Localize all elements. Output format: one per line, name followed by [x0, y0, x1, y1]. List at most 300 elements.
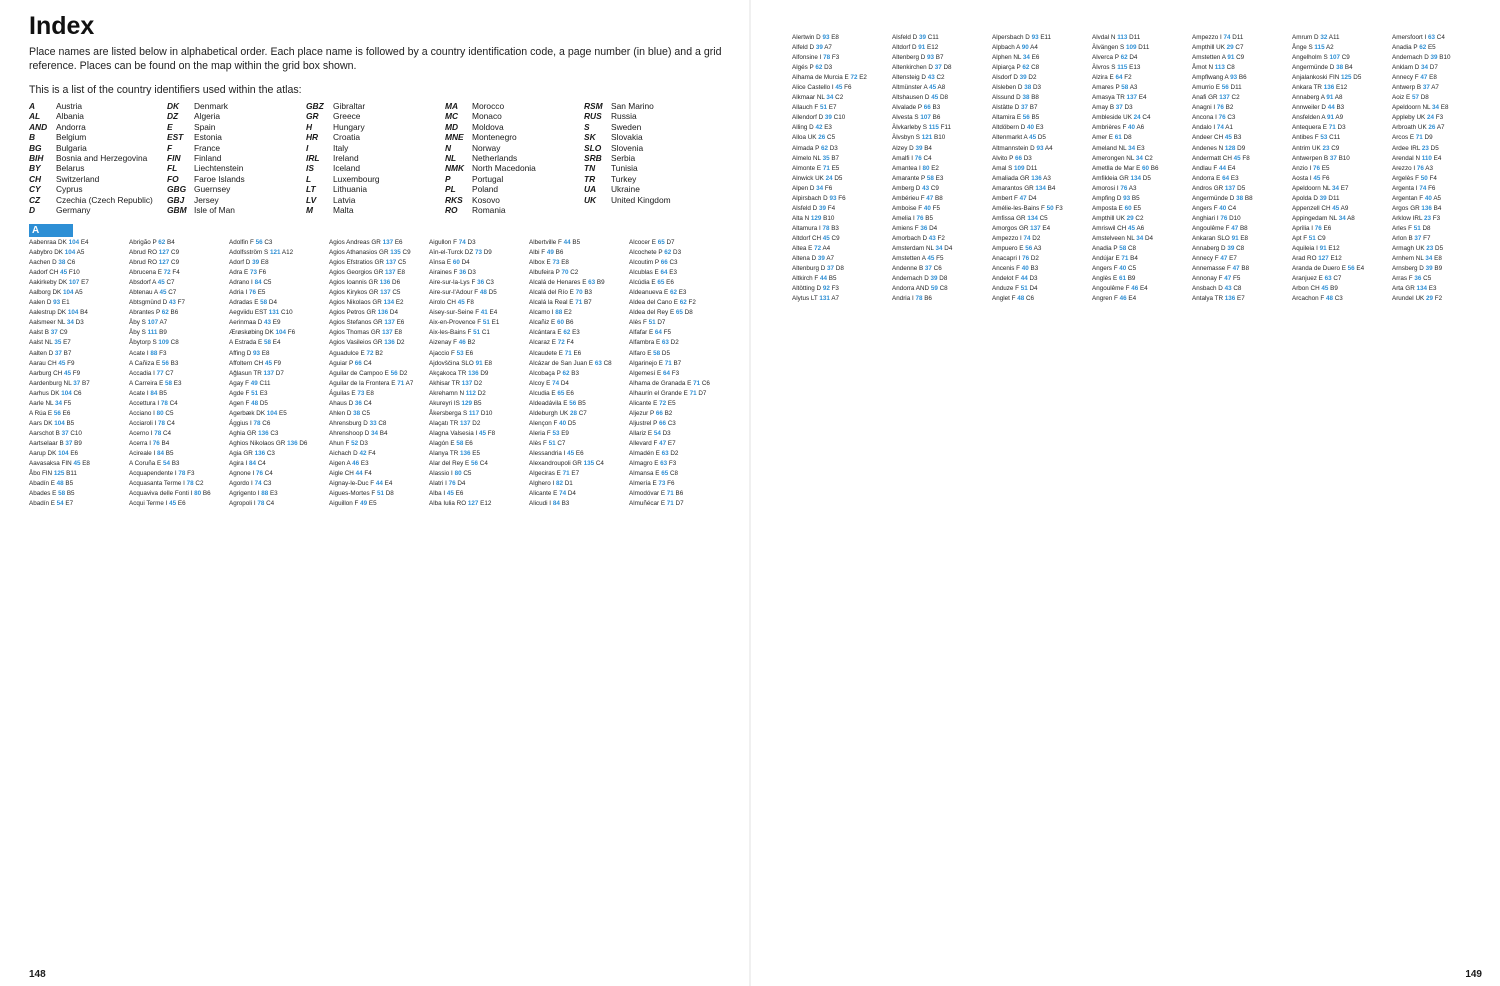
- page-ref: 23: [1426, 244, 1434, 252]
- grid-ref: B6: [1237, 74, 1247, 82]
- country-code: F: [167, 142, 173, 153]
- index-entry: [529, 499, 613, 509]
- place-name: Abadín E: [29, 480, 57, 488]
- grid-ref: F6: [1426, 184, 1436, 192]
- place-name: Akhisar TR: [429, 379, 462, 387]
- page-ref: 72: [850, 74, 858, 82]
- country-code: GBM: [167, 204, 187, 215]
- page-ref: 46: [458, 339, 466, 347]
- grid-ref: E3: [822, 124, 832, 132]
- place-name: Algeciras E: [529, 470, 563, 478]
- grid-ref: E6: [564, 389, 574, 397]
- grid-ref: D6: [390, 279, 401, 287]
- place-name: Alsfeld D: [892, 34, 919, 41]
- place-name: Antequera E: [1292, 124, 1329, 132]
- index-entry: [629, 419, 713, 429]
- grid-ref: D4: [1143, 234, 1154, 242]
- place-name: Albox E: [529, 259, 553, 267]
- index-entry: [1392, 113, 1476, 123]
- page-ref: 38: [58, 259, 66, 267]
- country-name: Latvia: [333, 194, 356, 205]
- index-entry: [892, 63, 976, 73]
- index-entry: [629, 268, 713, 278]
- place-name: Alsleben D: [992, 84, 1025, 92]
- grid-ref: F7: [1421, 234, 1431, 242]
- index-entry: [892, 83, 976, 93]
- index-entry: [29, 419, 113, 429]
- grid-ref: F4: [564, 339, 574, 347]
- page-ref: 91: [1231, 234, 1239, 242]
- grid-ref: A1: [1223, 124, 1233, 132]
- grid-ref: D2: [668, 449, 679, 457]
- place-name: Alcalá de Henares E: [529, 279, 589, 287]
- place-name: Annaberg D: [1192, 244, 1228, 252]
- grid-ref: E4: [1040, 224, 1051, 232]
- place-name: Alcalá la Real E: [529, 299, 576, 307]
- place-name: Argenta I: [1392, 184, 1420, 192]
- place-name: Älvkarleby S: [892, 124, 929, 132]
- index-entry: [129, 258, 213, 268]
- place-name: Agios Thomas GR: [329, 329, 383, 337]
- place-name: Amurrio E: [1192, 84, 1222, 92]
- index-entry: [792, 113, 876, 123]
- place-name: Alba I: [429, 490, 447, 498]
- country-code-row: [445, 174, 536, 184]
- place-name: Algarinejo E: [629, 359, 665, 367]
- grid-ref: A2: [1324, 44, 1334, 52]
- page-ref: 72: [557, 339, 565, 347]
- index-entry: [1292, 294, 1376, 304]
- country-code-row: [584, 111, 671, 121]
- place-name: Amstelveen NL: [1092, 234, 1137, 242]
- grid-ref: E3: [258, 389, 268, 397]
- place-name: Alicante E: [629, 399, 660, 407]
- index-entry: [29, 338, 113, 348]
- index-entry: [1192, 83, 1276, 93]
- place-name: Älvängen S: [1092, 44, 1126, 52]
- index-entry: [129, 489, 213, 499]
- index-entry: [792, 33, 876, 43]
- place-name: Anadia P: [1092, 244, 1120, 252]
- page-ref: 74: [1419, 184, 1427, 192]
- index-entry: [629, 318, 713, 328]
- place-name: Accadia I: [129, 369, 157, 377]
- index-entry: [1392, 204, 1476, 214]
- index-entry: [1292, 93, 1376, 103]
- page-ref: 56: [161, 359, 169, 367]
- place-name: Alcoutim P: [629, 259, 661, 267]
- index-entry: [29, 308, 113, 318]
- index-entry: [1292, 154, 1376, 164]
- place-name: Abrigão P: [129, 239, 159, 246]
- page-ref: 56: [1221, 84, 1229, 92]
- country-code-row: [584, 195, 671, 205]
- grid-ref: D3: [1027, 275, 1038, 283]
- page-ref: 91: [1227, 54, 1235, 62]
- index-entry: [429, 399, 513, 409]
- country-code: N: [445, 142, 452, 153]
- place-name: Agios Efstratios GR: [329, 259, 386, 267]
- page-ref: 43: [927, 74, 935, 82]
- grid-ref: F11: [938, 124, 952, 132]
- index-entry: [429, 298, 513, 308]
- place-name: Ambert F: [992, 194, 1020, 202]
- index-entry: [892, 244, 976, 254]
- index-entry: [792, 73, 876, 83]
- place-name: Alpiarça P: [992, 64, 1023, 72]
- place-name: Altkirch F: [792, 275, 820, 283]
- index-entry: [29, 469, 113, 479]
- index-entry: [329, 399, 413, 409]
- index-entry: [892, 184, 976, 194]
- place-name: Algés P: [792, 64, 816, 72]
- page-ref: 66: [655, 409, 663, 417]
- index-entry: [992, 174, 1076, 184]
- place-name: Amberg D: [892, 184, 923, 192]
- index-entry: [29, 318, 113, 328]
- index-entry: [529, 349, 613, 359]
- grid-ref: E8: [260, 349, 270, 357]
- grid-ref: E3: [1229, 174, 1239, 182]
- page-ref: 58: [264, 339, 272, 347]
- page-ref: 63: [594, 359, 602, 367]
- grid-ref: E6: [393, 239, 403, 246]
- place-name: Andelot F: [992, 275, 1021, 283]
- country-code-row: [29, 195, 153, 205]
- index-entry: [792, 83, 876, 93]
- page-ref: 45: [1321, 285, 1329, 293]
- page-ref: 39: [818, 204, 826, 212]
- page-ref: 107: [68, 279, 80, 287]
- page-ref: 28: [569, 409, 577, 417]
- grid-ref: D7: [696, 389, 707, 397]
- place-name: Alcañiz E: [529, 319, 557, 327]
- page-ref: 39: [815, 44, 823, 52]
- grid-ref: F2: [686, 299, 696, 307]
- index-entry: [329, 318, 413, 328]
- place-name: Anacapri I: [992, 255, 1023, 263]
- place-name: Amrum D: [1292, 34, 1321, 41]
- grid-ref: B2: [465, 339, 476, 347]
- page-ref: 40: [1119, 265, 1127, 273]
- grid-ref: C4: [361, 359, 372, 367]
- page-ref: 51: [482, 319, 490, 327]
- page-ref: 74: [1216, 124, 1224, 132]
- page-ref: 45: [822, 234, 830, 242]
- place-name: Andeer CH: [1192, 134, 1225, 142]
- country-code: E: [167, 121, 173, 132]
- country-name: Cyprus: [56, 184, 83, 195]
- place-name: Älvros S: [1092, 64, 1118, 72]
- index-entry: [129, 399, 213, 409]
- place-name: Ahrensburg D: [329, 419, 370, 427]
- grid-ref: D4: [459, 259, 470, 267]
- index-entry: [1392, 154, 1476, 164]
- grid-ref: D6: [297, 439, 308, 447]
- page-ref: 56: [1022, 114, 1030, 122]
- grid-ref: C9: [1234, 54, 1245, 62]
- page-ref: 42: [359, 449, 367, 457]
- place-name: Ahrenshoop D: [329, 429, 372, 437]
- index-entry: [1092, 144, 1176, 154]
- index-entry: [229, 419, 313, 429]
- index-entry: [1192, 274, 1276, 284]
- country-identifiers-intro: This is a list of the country identifiers used within the atlas:: [29, 84, 302, 96]
- country-code-column: [306, 101, 380, 215]
- index-entry: [129, 479, 213, 489]
- page-ref: 44: [1020, 275, 1028, 283]
- index-entry: [1292, 194, 1376, 204]
- place-name: Aire-sur-la-Lys F: [429, 279, 478, 287]
- index-entry: [229, 338, 313, 348]
- index-entry: [429, 459, 513, 469]
- place-name: Almelo NL: [792, 154, 823, 162]
- place-name: Åby S: [129, 319, 148, 327]
- place-name: Amposta E: [1092, 204, 1125, 212]
- grid-ref: B5: [64, 419, 75, 427]
- grid-ref: E4: [79, 239, 89, 246]
- page-ref: 49: [250, 379, 258, 387]
- place-name: Aalestrup DK: [29, 309, 68, 317]
- country-code-row: [306, 153, 380, 163]
- index-entry: [1392, 53, 1476, 63]
- country-code-row: [167, 205, 245, 215]
- grid-ref: B3: [1231, 134, 1242, 142]
- grid-ref: D4: [1026, 194, 1037, 202]
- index-entry: [892, 214, 976, 224]
- page-ref: 47: [1231, 224, 1239, 232]
- country-name: Norway: [472, 142, 501, 153]
- grid-ref: E3: [268, 490, 278, 498]
- index-columns-right: [792, 33, 1492, 969]
- country-code: S: [584, 121, 590, 132]
- grid-ref: D8: [1418, 94, 1429, 102]
- page-ref: 80: [194, 490, 202, 498]
- place-name: Agios Stefanos GR: [329, 319, 385, 327]
- index-entry: [329, 298, 413, 308]
- place-name: Älvsbyn S: [892, 134, 922, 142]
- country-name: France: [194, 142, 221, 153]
- grid-ref: E9: [271, 319, 281, 327]
- place-name: Antwerpen B: [1292, 154, 1330, 162]
- index-entry: [629, 308, 713, 318]
- grid-ref: C5: [360, 409, 370, 417]
- page-ref: 84: [157, 449, 165, 457]
- page-ref: 61: [1118, 275, 1126, 283]
- place-name: Andenne B: [892, 265, 925, 273]
- country-name: Tunisia: [611, 163, 638, 174]
- country-name: North Macedonia: [472, 163, 536, 174]
- grid-ref: D5: [1428, 144, 1439, 152]
- index-entry: [329, 429, 413, 439]
- place-name: Aartselaar B: [29, 439, 66, 447]
- grid-ref: A8: [936, 84, 946, 92]
- index-entry: [992, 264, 1076, 274]
- index-entry: [529, 268, 613, 278]
- place-name: Alar del Rey E: [429, 460, 471, 468]
- grid-ref: C9: [169, 249, 180, 257]
- place-name: Almansa E: [629, 470, 662, 478]
- grid-ref: B9: [1432, 265, 1443, 273]
- grid-ref: C4: [167, 399, 178, 407]
- grid-ref: C8: [668, 470, 679, 478]
- index-entry: [1392, 123, 1476, 133]
- place-name: A Carreira E: [129, 379, 166, 387]
- place-name: Andújar E: [1092, 255, 1122, 263]
- grid-ref: F2: [1432, 295, 1443, 303]
- page-ref: 47: [1420, 74, 1428, 82]
- grid-ref: D11: [1228, 84, 1242, 92]
- place-name: Alcamo I: [529, 309, 556, 317]
- grid-ref: D5: [1141, 174, 1151, 182]
- place-name: Åby S: [129, 329, 148, 337]
- country-code-column: [445, 101, 536, 215]
- page-ref: 93: [829, 194, 837, 202]
- country-code-row: [167, 132, 245, 142]
- index-entry: [29, 459, 113, 469]
- page-ref: 51: [1020, 285, 1028, 293]
- place-name: Alexandroupoli GR: [529, 460, 584, 468]
- index-entry: [329, 439, 413, 449]
- place-name: Aguadulce E: [329, 349, 367, 357]
- page-ref: 78: [257, 500, 265, 508]
- grid-ref: C7: [1331, 275, 1342, 283]
- place-name: Aix-en-Provence F: [429, 319, 483, 327]
- page-ref: 121: [921, 134, 933, 142]
- index-entry: [1092, 83, 1176, 93]
- place-name: Arta GR: [1392, 285, 1417, 293]
- place-name: Alphen NL: [992, 54, 1023, 62]
- index-entry: [992, 184, 1076, 194]
- page-ref: 44: [1327, 104, 1335, 112]
- place-name: Altenkirchen D: [892, 64, 935, 72]
- place-name: Alertwin D: [792, 34, 823, 41]
- place-name: Amalfi I: [892, 154, 915, 162]
- index-entry: [1192, 254, 1276, 264]
- grid-ref: C2: [1133, 214, 1144, 222]
- page-ref: 62: [664, 249, 672, 257]
- index-entry: [1192, 294, 1276, 304]
- grid-ref: C6: [1024, 295, 1035, 303]
- page-ref: 53: [456, 349, 464, 357]
- country-code-row: [167, 101, 245, 111]
- index-entry: [1292, 144, 1376, 154]
- index-entry: [129, 359, 213, 369]
- page-ref: 71: [666, 500, 674, 508]
- place-name: Abtsgmünd D: [129, 299, 169, 307]
- index-entry: [529, 489, 613, 499]
- country-name: Slovenia: [611, 142, 644, 153]
- grid-ref: C8: [1231, 285, 1242, 293]
- page-ref: 39: [1019, 74, 1027, 82]
- place-name: Agios Andreas GR: [329, 239, 383, 246]
- place-name: Airaines F: [429, 269, 460, 277]
- index-entry: [129, 278, 213, 288]
- page-ref: 137: [1224, 184, 1236, 192]
- place-name: Almonte E: [792, 164, 823, 172]
- grid-ref: C4: [255, 460, 266, 468]
- place-name: Agios Petros GR: [329, 309, 378, 317]
- place-name: Alnwick UK: [792, 174, 826, 182]
- grid-ref: E6: [1029, 54, 1040, 62]
- grid-ref: D7: [673, 500, 684, 508]
- place-name: Åmot N: [1192, 64, 1215, 72]
- index-entry: [329, 359, 413, 369]
- country-code-row: [445, 132, 536, 142]
- grid-ref: C4: [594, 460, 604, 468]
- page-ref: 62: [1022, 64, 1030, 72]
- grid-ref: D5: [1235, 184, 1246, 192]
- country-code: TN: [584, 163, 596, 174]
- index-entry: [792, 93, 876, 103]
- index-entry: [629, 469, 713, 479]
- grid-ref: A6: [1135, 224, 1145, 232]
- page-ref: 76: [1022, 255, 1030, 263]
- page-ref: 45: [1313, 174, 1321, 182]
- place-name: Aguilar de Campoo E: [329, 369, 391, 377]
- country-name: Croatia: [333, 132, 360, 143]
- page-ref: 45: [159, 289, 167, 297]
- grid-ref: E3: [1135, 144, 1145, 152]
- grid-ref: E12: [478, 500, 492, 508]
- index-entry: [1392, 264, 1476, 274]
- grid-ref: B5: [1029, 114, 1040, 122]
- place-name: Anjalankoski FIN: [1292, 74, 1341, 82]
- page-ref: 45: [927, 255, 935, 263]
- index-entry: [29, 359, 113, 369]
- index-entry: [1192, 234, 1276, 244]
- grid-ref: E3: [172, 379, 182, 387]
- place-name: Aleria F: [529, 429, 553, 437]
- page-ref: 23: [1421, 144, 1429, 152]
- grid-ref: E8: [559, 259, 569, 267]
- page-ref: 34: [1421, 64, 1429, 72]
- index-entry: [1192, 73, 1276, 83]
- page-ref: 42: [815, 124, 823, 132]
- page-ref: 48: [479, 289, 487, 297]
- country-name: Bosnia and Herzegovina: [56, 152, 148, 163]
- place-name: Aranda de Duero E: [1292, 265, 1348, 273]
- page-ref: 136: [287, 439, 298, 447]
- grid-ref: E3: [1427, 285, 1437, 293]
- index-entry: [129, 499, 213, 509]
- place-name: Acquapendente I: [129, 470, 179, 478]
- index-entry: [892, 174, 976, 184]
- index-entry: [129, 389, 213, 399]
- page-ref: 104: [275, 329, 287, 337]
- page-ref: 72: [659, 399, 667, 407]
- index-entry: [529, 258, 613, 268]
- place-name: Alatri I: [429, 480, 449, 488]
- grid-ref: C9: [400, 249, 411, 257]
- country-name: Poland: [472, 184, 499, 195]
- index-column: [329, 238, 413, 969]
- place-name: Allariz E: [629, 429, 654, 437]
- grid-ref: D3: [73, 319, 84, 327]
- place-name: Alfambra E: [629, 339, 662, 347]
- place-name: Almadén E: [629, 449, 662, 457]
- country-code-row: [167, 174, 245, 184]
- page-ref: 47: [926, 194, 934, 202]
- index-entry: [129, 288, 213, 298]
- page-ref: 40: [1128, 124, 1136, 132]
- page-ref: 78: [253, 419, 261, 427]
- index-entry: [629, 389, 713, 399]
- index-entry: [1292, 103, 1376, 113]
- index-entry: [629, 338, 713, 348]
- place-name: Agira I: [229, 460, 249, 468]
- grid-ref: F3: [829, 285, 839, 293]
